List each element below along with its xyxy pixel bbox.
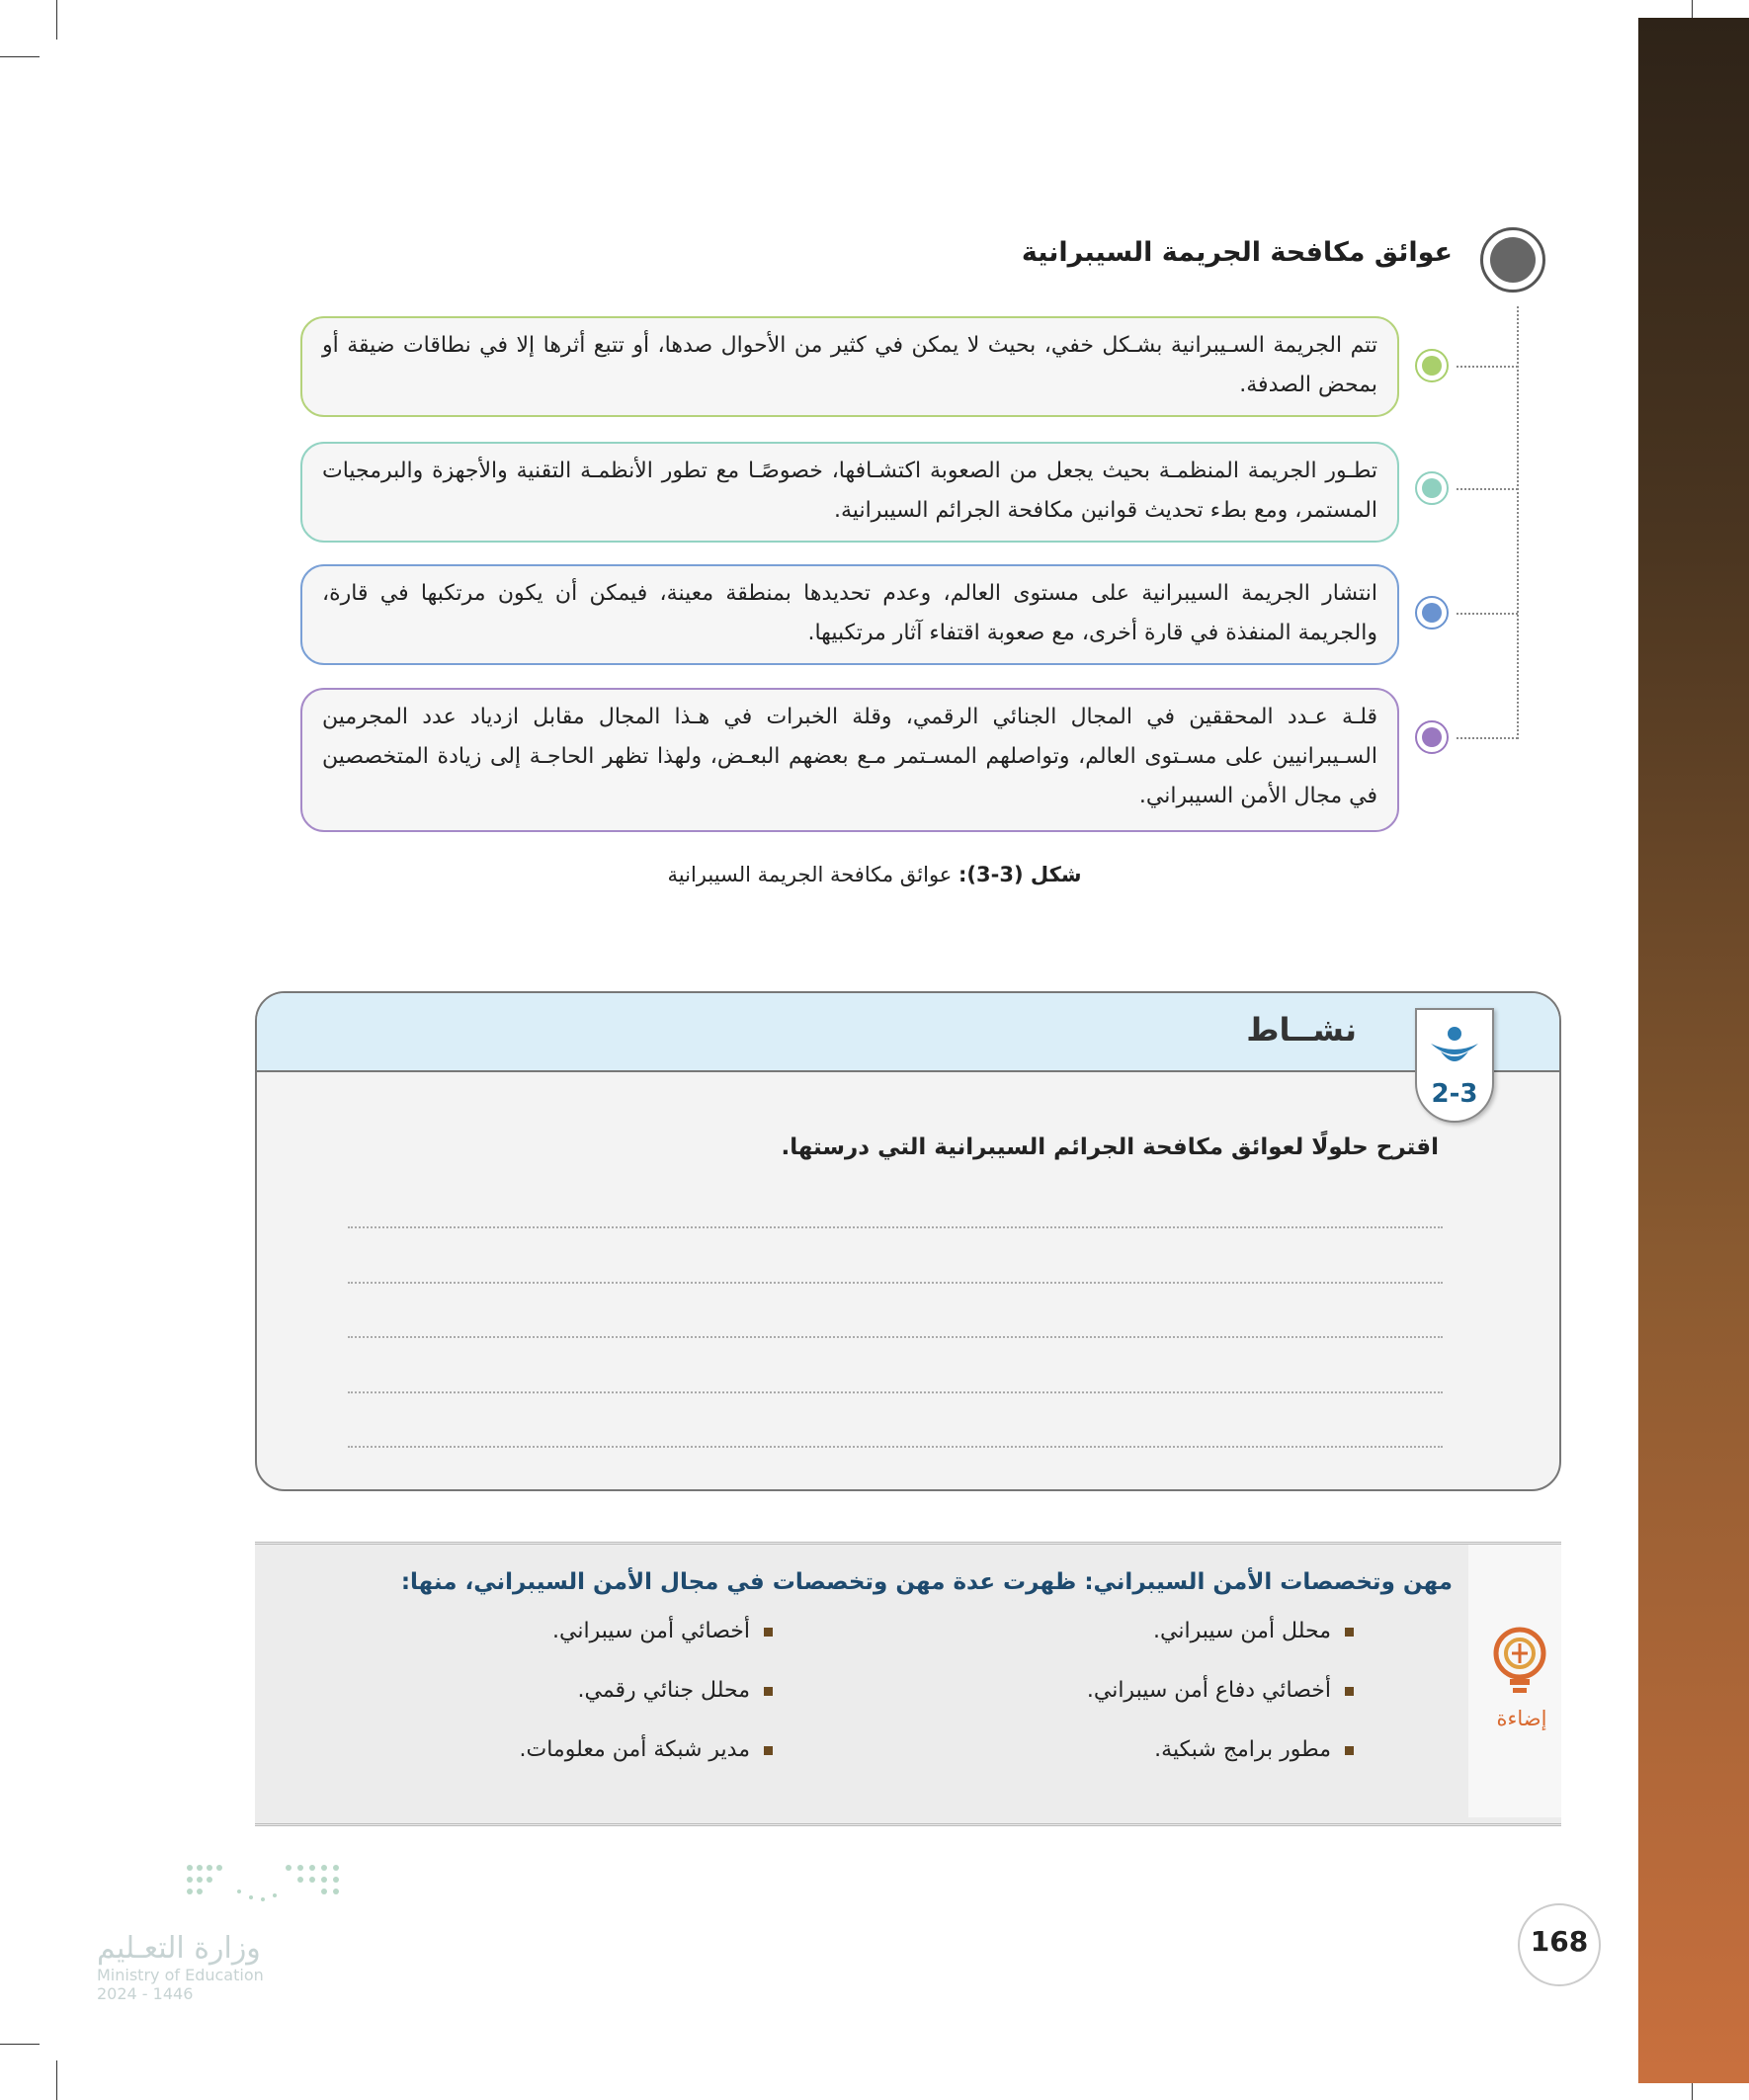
bullet-square-icon (1345, 1687, 1354, 1696)
bullet-square-icon (764, 1687, 773, 1696)
connector-dots (1457, 613, 1518, 615)
profession-item: محلل أمن سيبراني. (1153, 1619, 1354, 1643)
decorative-side-band (1638, 18, 1749, 2083)
profession-item: مطور برامج شبكية. (1154, 1737, 1354, 1762)
profession-item: أخصائي دفاع أمن سيبراني. (1087, 1678, 1354, 1703)
activity-box (255, 991, 1561, 1491)
figure-caption-label: شكل (3-3): (958, 863, 1082, 886)
connector-dots (1457, 737, 1518, 739)
crop-mark (0, 56, 40, 57)
crop-mark (56, 2060, 57, 2100)
obstacle-item: قلـة عـدد المحققين في المجال الجنائي الرقمي، وقلة الخبرات في هـذا المجال مقابل ازدياد عدد المجرمين السـيبرانيين على مسـتوى العالم، وتواصلهم المسـتمر مـع بعضهم البعـض، ولهذا تظهر الحاجـة إلى زيادة المتخصصين في مجال الأمن السيبراني. (300, 688, 1399, 832)
insight-label: إضاءة (1496, 1707, 1547, 1730)
crop-mark (0, 2044, 40, 2045)
obstacle-node (1415, 596, 1449, 630)
ministry-name-english: Ministry of Education (97, 1966, 264, 1984)
obstacle-item: تطـور الجريمة المنظمـة بحيث يجعل من الصعوبة اكتشـافها، خصوصًـا مع تطور الأنظمـة التقنية والأجهزة والبرمجيات المستمر، ومع بطء تحديث قوانين مكافحة الجرائم السيبرانية. (300, 442, 1399, 543)
profession-item: مدير شبكة أمن معلومات. (520, 1737, 773, 1762)
activity-number: 2-3 (1431, 1079, 1478, 1109)
ministry-logo-icon (180, 1862, 348, 1911)
profession-item: أخصائي أمن سيبراني. (552, 1619, 773, 1643)
answer-line[interactable] (348, 1391, 1443, 1393)
activity-question: اقترح حلولًا لعوائق مكافحة الجرائم السيبرانية التي درستها. (781, 1134, 1439, 1160)
ministry-watermark (97, 1931, 275, 2003)
obstacle-node (1415, 720, 1449, 754)
ministry-name-arabic: وزارة التعـليم (97, 1931, 261, 1966)
figure-caption (0, 863, 1749, 886)
activity-title: نشــاط (1246, 1011, 1357, 1049)
activity-badge (1415, 1008, 1494, 1123)
activity-icon (1417, 1018, 1492, 1077)
page-number: 168 (1530, 1925, 1589, 1958)
insight-heading: مهن وتخصصات الأمن السيبراني: ظهرت عدة مهن وتخصصات في مجال الأمن السيبراني، منها: (400, 1569, 1453, 1595)
profession-item: محلل جنائي رقمي. (577, 1678, 773, 1703)
obstacle-item: انتشار الجريمة السيبرانية على مستوى العالم، وعدم تحديدها بمنطقة معينة، فيمكن أن يكون مرتكبها في قارة، والجريمة المنفذة في قارة أخرى، مع صعوبة اقتفاء آثار مرتكبيها. (300, 564, 1399, 665)
ministry-year: 2024 - 1446 (97, 1984, 194, 2003)
obstacle-node (1415, 349, 1449, 382)
answer-line[interactable] (348, 1446, 1443, 1448)
bullet-square-icon (1345, 1628, 1354, 1637)
lightbulb-icon (1490, 1626, 1549, 1701)
section-title: عوائق مكافحة الجريمة السيبرانية (1021, 237, 1453, 268)
connector-line (1517, 306, 1519, 739)
connector-dots (1457, 366, 1518, 368)
crop-mark (56, 0, 57, 40)
bullet-square-icon (764, 1628, 773, 1637)
bullet-square-icon (1345, 1746, 1354, 1755)
activity-header (257, 993, 1559, 1072)
answer-line[interactable] (348, 1226, 1443, 1228)
obstacle-item: تتم الجريمة السـيبرانية بشـكل خفي، بحيث لا يمكن في كثير من الأحوال صدها، أو تتبع أثرها إلا في نطاقات ضيقة أو بمحض الصدفة. (300, 316, 1399, 417)
figure-caption-text: عوائق مكافحة الجريمة السيبرانية (667, 863, 958, 886)
obstacle-node (1415, 471, 1449, 505)
answer-line[interactable] (348, 1282, 1443, 1284)
answer-line[interactable] (348, 1336, 1443, 1338)
connector-dots (1457, 488, 1518, 490)
section-bullet-dot (1490, 237, 1536, 283)
bullet-square-icon (764, 1746, 773, 1755)
